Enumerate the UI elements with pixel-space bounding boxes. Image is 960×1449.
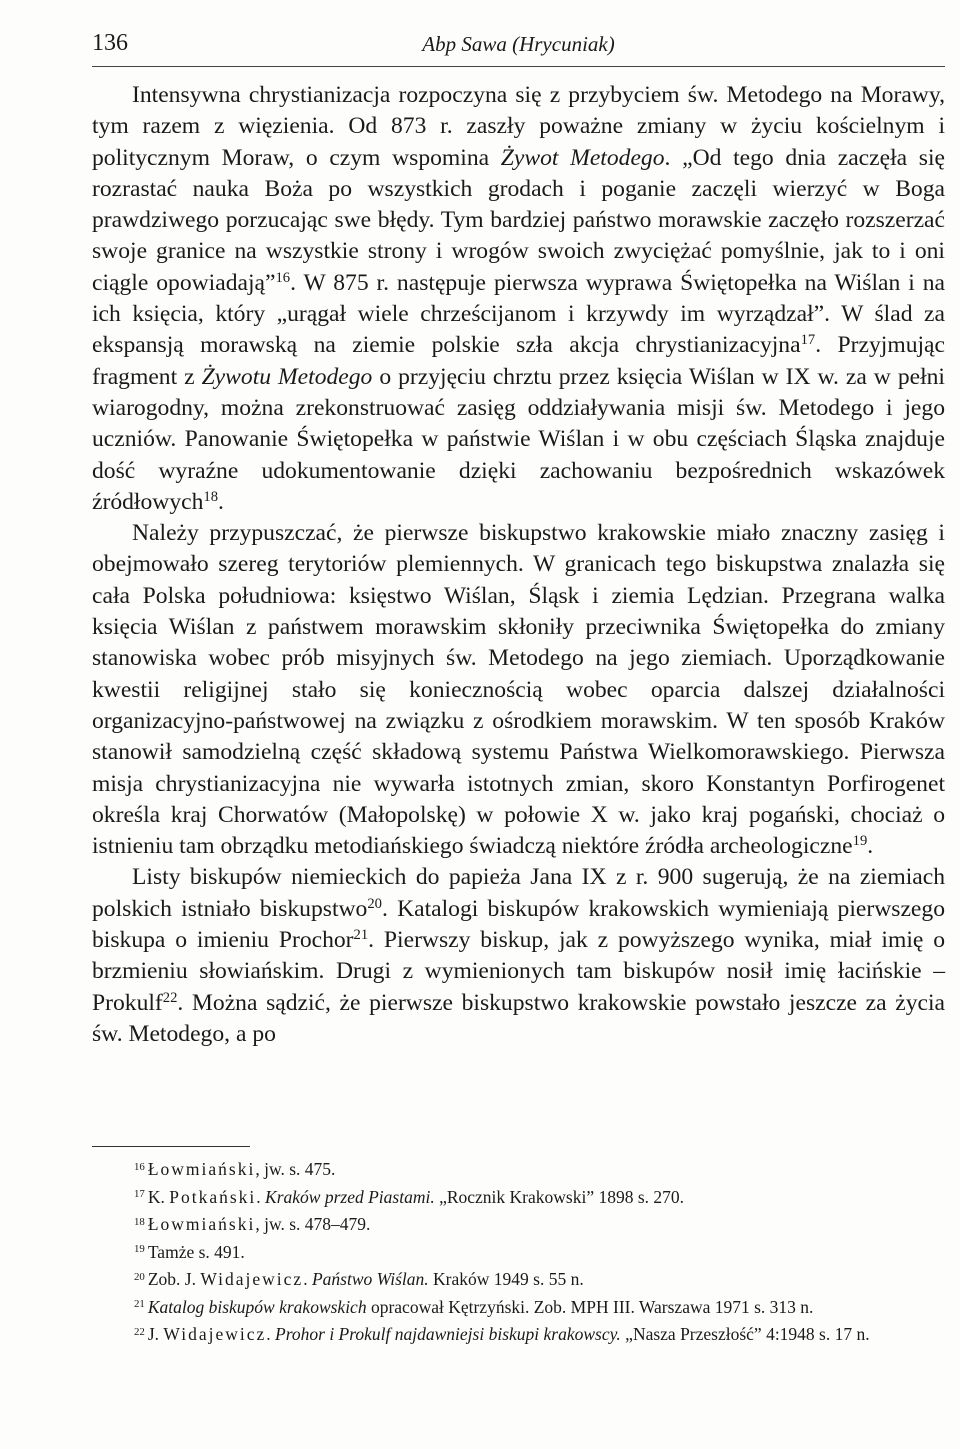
text-run: J.: [147, 1324, 164, 1344]
text-run: Listy biskupów niemieckich do papieża Jana IX z r. 900 sugerują, że na ziemiach polskich istniało biskupstwo: [92, 864, 945, 922]
text-run: , jw. s. 478–479.: [255, 1214, 371, 1234]
italic-text: Żywotu Metodego: [201, 363, 373, 390]
text-run: Zob. J.: [147, 1269, 201, 1289]
text-run: . „Od tego dnia zaczęła się rozrastać nauka Boża po wszystkich grodach i poganie zaczęli wierzyć w Boga prawdziwego porzucając swe błędy. Tym bardziej państwo morawskie zaczęło rozszerzać swoje granice na wszystkie strony i wrogów swoich zwyciężać pomyślnie, jak to i oni ciągle opowiadają”: [92, 144, 946, 296]
paragraph: [92, 80, 945, 518]
running-head: Abp Sawa (Hrycuniak): [422, 32, 615, 56]
text-run: Intensywna chrystianizacja rozpoczyna się z przybyciem św. Metodego na Morawy, tym razem z więzienia. Od 873 r. zaszły poważne zmiany w życiu kościelnym i politycznym Moraw, o czym wspomina: [92, 82, 945, 171]
footnote-divider: [92, 1146, 250, 1147]
footnote: [92, 1267, 945, 1295]
text-run: .: [218, 488, 224, 515]
footnote: [92, 1322, 945, 1350]
footnote: [92, 1212, 945, 1240]
spaced-author-name: Widajewicz: [200, 1269, 304, 1289]
footnote-number: 18: [134, 1215, 145, 1228]
italic-text: Państwo Wiślan.: [311, 1269, 429, 1289]
footnote-number: 19: [134, 1243, 145, 1256]
paragraph: [92, 518, 945, 862]
footnote-ref: 16: [275, 269, 291, 286]
spaced-author-name: Potkański: [169, 1186, 257, 1207]
spaced-author-name: Łowmiański: [147, 1214, 256, 1234]
text-run: . W 875 r. następuje pierwsza wyprawa Świętopełka na Wiślan i na ich księcia, który „urągał wiele chrześcijanom i krzywdy im wyrządzał”. W ślad za ekspansją morawską na ziemie polskie szła akcja chrystianizacyjna: [92, 269, 945, 359]
text-run: . Pierwszy biskup, jak z powyższego wynika, miał imię o brzmieniu słowiańskim. Drugi z wymienionych tam biskupów nosił imię łacińskie – Prokulf: [92, 927, 946, 1016]
footnote-number: 22: [134, 1325, 145, 1338]
text-run: Tamże s. 491.: [147, 1241, 245, 1262]
text-run: . Przyjmując fragment z: [92, 332, 946, 390]
text-run: . Katalogi biskupów krakowskich wymieniają pierwszego biskupa o imieniu Prochor: [92, 895, 945, 954]
footnote-ref: 20: [367, 895, 382, 912]
page-number: 136: [92, 30, 128, 56]
page-header: [92, 22, 945, 67]
footnote-number: 17: [134, 1188, 145, 1201]
text-run: . Można sądzić, że pierwsze biskupstwo krakowskie powstało jeszcze za życia św. Metodego, a po: [92, 989, 945, 1047]
footnote-number: 20: [134, 1270, 145, 1283]
italic-text: Katalog biskupów krakowskich: [147, 1296, 367, 1317]
footnote: [92, 1295, 945, 1323]
italic-text: Żywot Metodego: [500, 144, 665, 171]
text-run: opracował Kętrzyński. Zob. MPH III. Warszawa 1971 s. 313 n.: [366, 1296, 814, 1317]
text-run: Kraków 1949 s. 55 n.: [428, 1269, 584, 1289]
footnote-ref: 22: [162, 989, 178, 1006]
footnote-ref: 17: [800, 332, 816, 349]
text-run: .: [256, 1186, 266, 1207]
footnote: [92, 1185, 945, 1213]
footnote-ref: 21: [353, 926, 369, 943]
text-run: , jw. s. 475.: [255, 1159, 336, 1179]
italic-text: Kraków przed Piastami.: [265, 1186, 435, 1207]
text-run: .: [266, 1324, 276, 1344]
main-text: [92, 80, 945, 1050]
footnote: [92, 1157, 945, 1185]
text-run: .: [867, 833, 874, 860]
footnote: [92, 1240, 945, 1268]
footnotes: [92, 1157, 945, 1350]
text-run: Należy przypuszczać, że pierwsze biskupstwo krakowskie miało znaczny zasięg i obejmowało szereg terytoriów plemiennych. W granicach tego biskupstwa znalazła się cała Polska południowa: księstwo Wiślan, Śląsk i ziemia Lędzian. Przegrana walka księcia Wiślan z państwem morawskim skłoniły przeciwnika Świętopełka do zmiany stanowiska wobec prób misyjnych św. Metodego na jego ziemiach. Uporządkowanie kwestii religijnej stało się koniecznością wobec oparcia dalszej działalności organizacyjno-państwowej na związku z ośrodkiem morawskim. W ten sposób Kraków stanowił samodzielną część składową systemu Państwa Wielkomorawskiego. Pierwsza misja chrystianizacyjna nie wywarła istotnych zmian, skoro Konstantyn Porfirogenet określa kraj Chorwatów (Małopolskę) w połowie X w. jako kraj pogański, chociaż o istnieniu tam obrządku metodiańskiego świadczą niektóre źródła archeologiczne: [92, 520, 945, 860]
footnote-ref: 18: [203, 488, 219, 505]
text-run: o przyjęciu chrztu przez księcia Wiślan w IX w. za w pełni wiarogodny, można zrekonstruować zasięg oddziaływania misji św. Metodego i jego uczniów. Panowanie Świętopełka w państwie Wiślan i w obu częściach Śląska znajduje dość wyraźne udokumentowanie dzięki zachowaniu bezpośrednich wskazówek źródłowych: [92, 363, 945, 515]
spaced-author-name: Łowmiański: [147, 1159, 256, 1179]
text-run: „Nasza Przeszłość” 4:1948 s. 17 n.: [620, 1324, 870, 1344]
text-run: K.: [147, 1186, 170, 1207]
footnote-number: 16: [134, 1160, 145, 1173]
italic-text: Prohor i Prokulf najdawniejsi biskupi krakowscy.: [275, 1324, 621, 1344]
spaced-author-name: Widajewicz: [163, 1324, 267, 1344]
footnote-ref: 19: [852, 833, 868, 850]
paragraph: [92, 862, 945, 1050]
text-run: .: [303, 1269, 312, 1289]
text-run: „Rocznik Krakowski” 1898 s. 270.: [434, 1186, 685, 1207]
footnote-number: 21: [134, 1298, 145, 1311]
